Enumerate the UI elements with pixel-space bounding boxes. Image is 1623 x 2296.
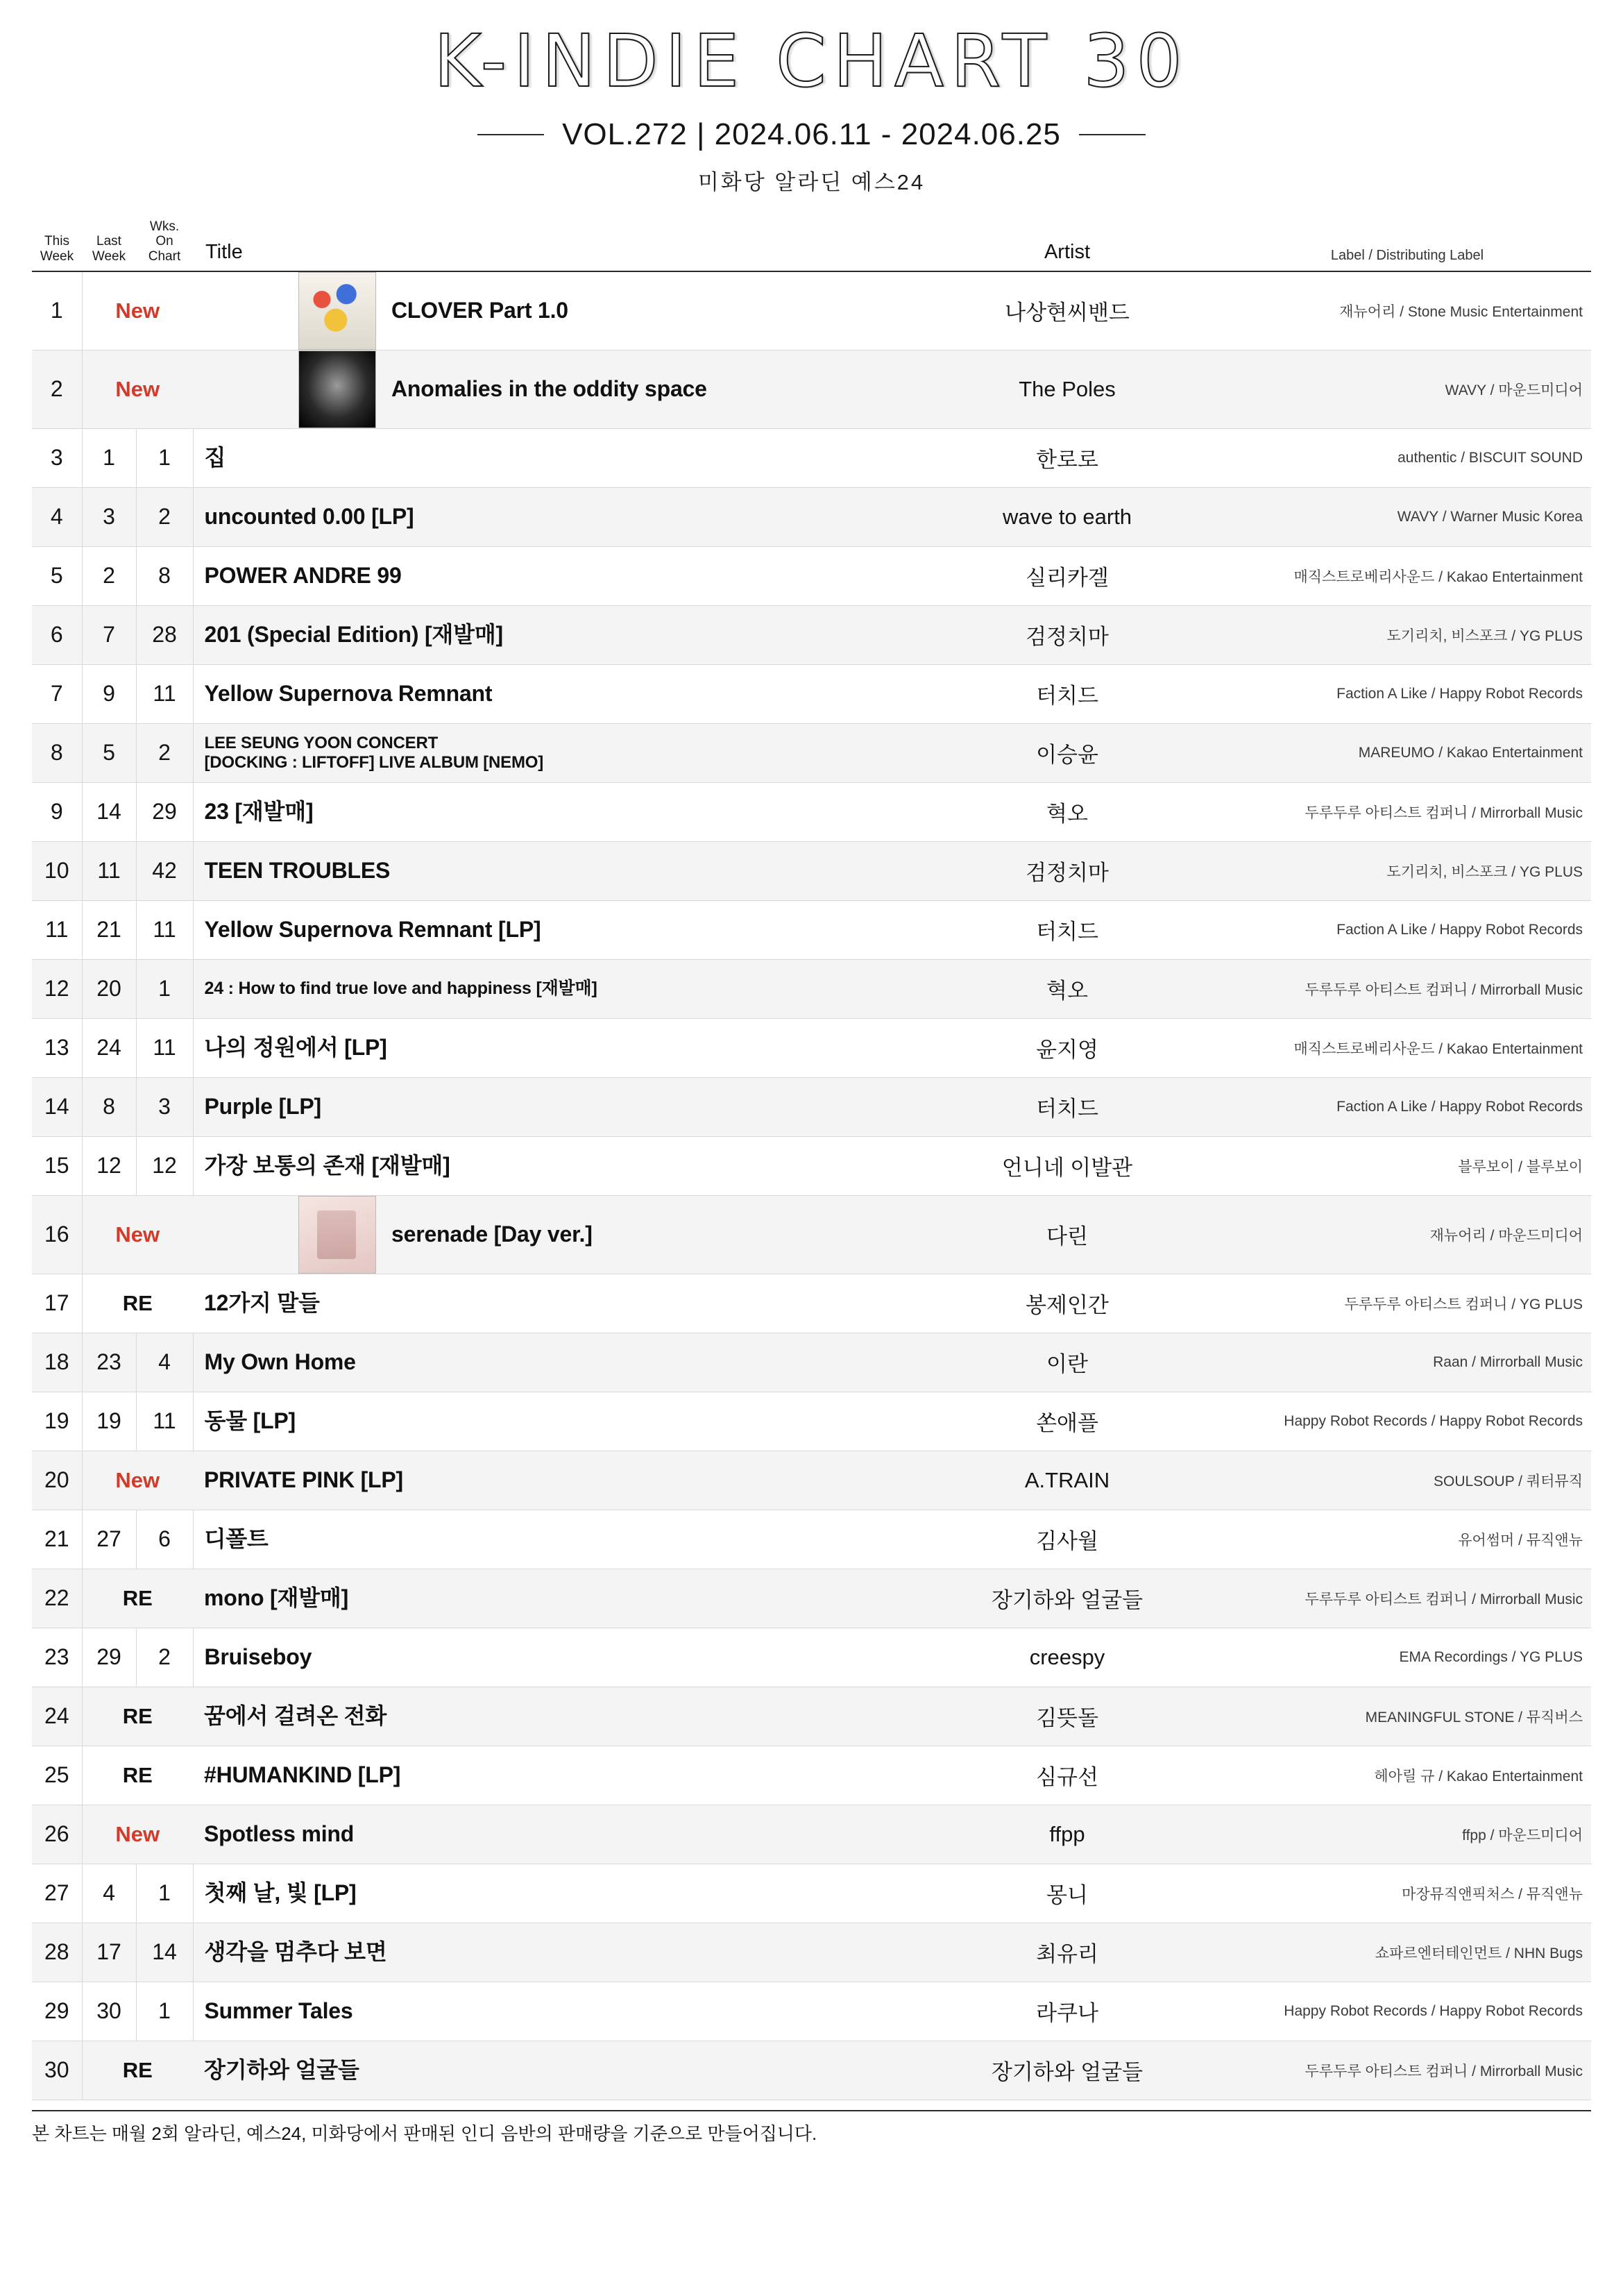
col-this-week: This Week <box>32 219 82 271</box>
weeks-on-chart-cell: 42 <box>136 841 193 900</box>
label-cell: EMA Recordings / YG PLUS <box>1399 1648 1583 1665</box>
artist-cell: wave to earth <box>1002 504 1132 529</box>
weeks-on-chart-cell: 3 <box>136 1077 193 1136</box>
title-cell <box>193 900 904 959</box>
rank-cell: 12 <box>32 959 82 1018</box>
table-row <box>32 841 1591 900</box>
title-cell <box>193 487 904 546</box>
album-title: Spotless mind <box>204 1821 355 1847</box>
weeks-on-chart-cell: 2 <box>136 1628 193 1687</box>
table-row <box>32 271 1591 351</box>
artist-cell: 혁오 <box>1046 802 1088 827</box>
footnote: 본 차트는 매월 2회 알라딘, 예스24, 미화당에서 판매된 인디 음반의 판매량을 기준으로 만들어집니다. <box>32 2110 1591 2166</box>
weeks-on-chart-cell: 1 <box>136 959 193 1018</box>
artist-cell: 혁오 <box>1046 979 1088 1004</box>
title-cell <box>193 546 904 605</box>
rank-cell: 2 <box>32 350 82 428</box>
table-row <box>32 1195 1591 1274</box>
artist-cell: 이승윤 <box>1036 743 1098 768</box>
rank-cell: 19 <box>32 1392 82 1451</box>
rank-cell: 29 <box>32 1982 82 2041</box>
title-cell <box>193 664 904 723</box>
table-row <box>32 428 1591 487</box>
artist-cell: 몽니 <box>1046 1883 1088 1908</box>
rank-cell: 18 <box>32 1333 82 1392</box>
rank-cell: 8 <box>32 723 82 782</box>
label-cell: WAVY / Warner Music Korea <box>1397 508 1583 525</box>
label-cell: 도기리치, 비스포크 / YG PLUS <box>1386 627 1583 644</box>
last-week-cell: 8 <box>82 1077 136 1136</box>
volume-label: VOL.272 | 2024.06.11 - 2024.06.25 <box>562 117 1061 152</box>
title-cell <box>193 959 904 1018</box>
title-cell <box>193 1510 904 1569</box>
title-cell <box>193 1569 904 1628</box>
artist-cell: 라쿠나 <box>1036 2001 1098 2026</box>
table-header <box>32 219 1591 271</box>
rank-cell: 3 <box>32 428 82 487</box>
weeks-on-chart-cell: 2 <box>136 487 193 546</box>
rank-cell: 17 <box>32 1274 82 1333</box>
table-row <box>32 1687 1591 1746</box>
table-row <box>32 1628 1591 1687</box>
label-cell: 블루보이 / 블루보이 <box>1458 1158 1583 1175</box>
weeks-on-chart-cell: 29 <box>136 782 193 841</box>
last-week-cell: 5 <box>82 723 136 782</box>
title-cell <box>193 2041 904 2100</box>
last-week-cell: 9 <box>82 664 136 723</box>
table-row <box>32 723 1591 782</box>
last-week-cell: New <box>115 298 160 323</box>
last-week-cell: New <box>115 376 160 401</box>
col-title: Title <box>193 219 904 271</box>
last-week-cell: RE <box>122 1703 153 1728</box>
last-week-cell: 3 <box>82 487 136 546</box>
col-weeks-on-chart: Wks. On Chart <box>136 219 193 271</box>
album-title: 나의 정원에서 [LP] <box>204 1035 387 1061</box>
table-row <box>32 350 1591 428</box>
album-title: LEE SEUNG YOON CONCERT [DOCKING : LIFTOFF] LIVE ALBUM [NEMO] <box>204 733 544 772</box>
last-week-cell: 7 <box>82 605 136 664</box>
last-week-cell: New <box>115 1467 160 1492</box>
rank-cell: 23 <box>32 1628 82 1687</box>
artist-cell: 최유리 <box>1036 1942 1098 1967</box>
label-cell: 매직스트로베리사운드 / Kakao Entertainment <box>1293 1040 1583 1057</box>
label-cell: 도기리치, 비스포크 / YG PLUS <box>1386 863 1583 880</box>
rank-cell: 21 <box>32 1510 82 1569</box>
last-week-cell: 20 <box>82 959 136 1018</box>
col-artist: Artist <box>904 219 1230 271</box>
artist-cell: 이란 <box>1046 1352 1088 1377</box>
album-cover-image <box>298 272 376 350</box>
table-body <box>32 271 1591 2100</box>
artist-cell: 장기하와 얼굴들 <box>991 2060 1144 2085</box>
weeks-on-chart-cell: 4 <box>136 1333 193 1392</box>
artist-cell: 윤지영 <box>1036 1038 1098 1063</box>
table-row <box>32 605 1591 664</box>
title-cell <box>193 1274 904 1333</box>
table-row <box>32 1864 1591 1923</box>
table-row <box>32 1805 1591 1864</box>
album-title: 집 <box>204 445 226 471</box>
label-cell: 두루두루 아티스트 컴퍼니 / Mirrorball Music <box>1305 981 1583 998</box>
table-row <box>32 1392 1591 1451</box>
rank-cell: 26 <box>32 1805 82 1864</box>
album-title: Bruiseboy <box>204 1644 312 1670</box>
album-title: mono [재발매] <box>204 1585 349 1611</box>
weeks-on-chart-cell: 1 <box>136 1864 193 1923</box>
artist-cell: 터치드 <box>1036 684 1098 709</box>
chart-table <box>32 219 1591 2100</box>
title-cell <box>193 271 904 351</box>
album-title: 생각을 멈추다 보면 <box>204 1939 387 1965</box>
label-cell: Happy Robot Records / Happy Robot Records <box>1284 1412 1583 1429</box>
label-cell: 마장뮤직앤픽처스 / 뮤직앤뉴 <box>1402 1886 1583 1902</box>
title-cell <box>193 1982 904 2041</box>
rank-cell: 5 <box>32 546 82 605</box>
table-row <box>32 782 1591 841</box>
page-title: K-INDIE CHART 30 <box>434 19 1189 103</box>
label-cell: 매직스트로베리사운드 / Kakao Entertainment <box>1293 568 1583 585</box>
artist-cell: ffpp <box>1049 1821 1085 1846</box>
table-row <box>32 1982 1591 2041</box>
rank-cell: 6 <box>32 605 82 664</box>
rank-cell: 10 <box>32 841 82 900</box>
label-cell: Faction A Like / Happy Robot Records <box>1336 921 1583 938</box>
rank-cell: 22 <box>32 1569 82 1628</box>
weeks-on-chart-cell: 2 <box>136 723 193 782</box>
rule-right <box>1079 134 1146 135</box>
table-row <box>32 1018 1591 1077</box>
artist-cell: 심규선 <box>1036 1765 1098 1790</box>
label-cell: Happy Robot Records / Happy Robot Records <box>1284 2002 1583 2019</box>
label-cell: 두루두루 아티스트 컴퍼니 / Mirrorball Music <box>1305 2063 1583 2079</box>
weeks-on-chart-cell: 8 <box>136 546 193 605</box>
album-title: uncounted 0.00 [LP] <box>204 504 414 530</box>
album-title: Yellow Supernova Remnant <box>204 681 493 707</box>
rank-cell: 28 <box>32 1923 82 1982</box>
last-week-cell: 11 <box>82 841 136 900</box>
rank-cell: 27 <box>32 1864 82 1923</box>
last-week-cell: 21 <box>82 900 136 959</box>
album-title: 장기하와 얼굴들 <box>204 2057 359 2083</box>
weeks-on-chart-cell: 14 <box>136 1923 193 1982</box>
table-row <box>32 1510 1591 1569</box>
volume-row <box>32 117 1591 152</box>
album-title: 201 (Special Edition) [재발매] <box>204 622 504 648</box>
album-title: 23 [재발매] <box>204 799 314 825</box>
label-cell: 헤아릴 규 / Kakao Entertainment <box>1374 1768 1583 1784</box>
label-cell: Faction A Like / Happy Robot Records <box>1336 1098 1583 1115</box>
album-cover-image <box>298 1196 376 1274</box>
last-week-cell: New <box>115 1222 160 1247</box>
last-week-cell: RE <box>122 2057 153 2082</box>
label-cell: 두루두루 아티스트 컴퍼니 / Mirrorball Music <box>1305 804 1583 821</box>
title-cell <box>193 1333 904 1392</box>
rank-cell: 1 <box>32 271 82 351</box>
table-row <box>32 487 1591 546</box>
title-cell <box>193 1077 904 1136</box>
table-row <box>32 1136 1591 1195</box>
title-cell <box>193 1195 904 1274</box>
last-week-cell: 14 <box>82 782 136 841</box>
artist-cell: 터치드 <box>1036 920 1098 945</box>
weeks-on-chart-cell: 11 <box>136 900 193 959</box>
artist-cell: 김뜻돌 <box>1036 1706 1098 1731</box>
table-row <box>32 1923 1591 1982</box>
table-row <box>32 546 1591 605</box>
last-week-cell: 19 <box>82 1392 136 1451</box>
table-row <box>32 1333 1591 1392</box>
label-cell: Raan / Mirrorball Music <box>1433 1353 1583 1370</box>
rank-cell: 16 <box>32 1195 82 1274</box>
album-cover-image <box>298 351 376 428</box>
title-cell <box>193 1018 904 1077</box>
artist-cell: 언니네 이발관 <box>1001 1156 1133 1181</box>
rank-cell: 4 <box>32 487 82 546</box>
album-title: My Own Home <box>204 1349 356 1375</box>
artist-cell: 나상현씨밴드 <box>1005 301 1130 326</box>
col-label: Label / Distributing Label <box>1230 219 1591 271</box>
last-week-cell: 24 <box>82 1018 136 1077</box>
rank-cell: 15 <box>32 1136 82 1195</box>
title-cell <box>193 350 904 428</box>
label-cell: 두루두루 아티스트 컴퍼니 / Mirrorball Music <box>1305 1591 1583 1607</box>
rank-cell: 20 <box>32 1451 82 1510</box>
title-cell <box>193 1746 904 1805</box>
table-row <box>32 1746 1591 1805</box>
rule-left <box>477 134 544 135</box>
masthead <box>32 0 1591 196</box>
last-week-cell: New <box>115 1821 160 1846</box>
title-cell <box>193 1136 904 1195</box>
label-cell: authentic / BISCUIT SOUND <box>1397 449 1583 466</box>
album-title: Summer Tales <box>204 1998 353 2024</box>
last-week-cell: 30 <box>82 1982 136 2041</box>
artist-cell: 김사월 <box>1036 1529 1098 1554</box>
weeks-on-chart-cell: 11 <box>136 1392 193 1451</box>
album-title: 꿈에서 걸려온 전화 <box>204 1703 387 1729</box>
label-cell: MAREUMO / Kakao Entertainment <box>1358 744 1583 761</box>
title-cell <box>193 1687 904 1746</box>
rank-cell: 24 <box>32 1687 82 1746</box>
weeks-on-chart-cell: 1 <box>136 428 193 487</box>
artist-cell: 검정치마 <box>1026 861 1109 886</box>
artist-cell: 터치드 <box>1036 1097 1098 1122</box>
title-cell <box>193 841 904 900</box>
table-row <box>32 1451 1591 1510</box>
table-row <box>32 1274 1591 1333</box>
artist-cell: 실리카겔 <box>1026 566 1109 591</box>
title-cell <box>193 782 904 841</box>
table-row <box>32 1569 1591 1628</box>
title-cell <box>193 1392 904 1451</box>
label-cell: WAVY / 마운드미디어 <box>1445 382 1583 398</box>
album-title: Anomalies in the oddity space <box>391 376 707 402</box>
title-cell <box>193 1628 904 1687</box>
album-title: 가장 보통의 존재 [재발매] <box>204 1153 450 1179</box>
artist-cell: The Poles <box>1019 376 1116 401</box>
rank-cell: 14 <box>32 1077 82 1136</box>
album-title: 12가지 말들 <box>204 1290 320 1316</box>
table-row <box>32 2041 1591 2100</box>
album-title: 동물 [LP] <box>204 1408 296 1434</box>
album-title: serenade [Day ver.] <box>391 1222 593 1247</box>
title-cell <box>193 1864 904 1923</box>
last-week-cell: 4 <box>82 1864 136 1923</box>
album-title: 24 : How to find true love and happiness [재발매] <box>204 979 597 999</box>
rank-cell: 11 <box>32 900 82 959</box>
artist-cell: 검정치마 <box>1026 625 1109 650</box>
title-cell <box>193 428 904 487</box>
label-cell: Faction A Like / Happy Robot Records <box>1336 685 1583 702</box>
artist-cell: 봉제인간 <box>1026 1293 1109 1318</box>
weeks-on-chart-cell: 12 <box>136 1136 193 1195</box>
title-cell <box>193 1805 904 1864</box>
title-cell <box>193 1923 904 1982</box>
last-week-cell: 2 <box>82 546 136 605</box>
rank-cell: 13 <box>32 1018 82 1077</box>
album-title: 첫째 날, 빛 [LP] <box>204 1880 357 1906</box>
table-row <box>32 959 1591 1018</box>
artist-cell: 장기하와 얼굴들 <box>991 1588 1144 1613</box>
album-title: 디폴트 <box>204 1526 269 1552</box>
last-week-cell: RE <box>122 1585 153 1610</box>
last-week-cell: 17 <box>82 1923 136 1982</box>
table-row <box>32 1077 1591 1136</box>
artist-cell: 한로로 <box>1036 448 1098 473</box>
last-week-cell: 27 <box>82 1510 136 1569</box>
rank-cell: 25 <box>32 1746 82 1805</box>
label-cell: ffpp / 마운드미디어 <box>1462 1827 1583 1843</box>
label-cell: 재뉴어리 / Stone Music Entertainment <box>1339 303 1583 320</box>
table-row <box>32 664 1591 723</box>
last-week-cell: 12 <box>82 1136 136 1195</box>
artist-cell: 다린 <box>1046 1224 1088 1249</box>
label-cell: 두루두루 아티스트 컴퍼니 / YG PLUS <box>1344 1296 1583 1312</box>
album-title: Yellow Supernova Remnant [LP] <box>204 917 541 943</box>
album-title: TEEN TROUBLES <box>204 858 391 884</box>
stores-label: 미화당 알라딘 예스24 <box>697 170 926 195</box>
album-title: POWER ANDRE 99 <box>204 563 402 589</box>
weeks-on-chart-cell: 11 <box>136 664 193 723</box>
title-cell <box>193 723 904 782</box>
label-cell: MEANINGFUL STONE / 뮤직버스 <box>1365 1709 1583 1725</box>
weeks-on-chart-cell: 6 <box>136 1510 193 1569</box>
last-week-cell: 29 <box>82 1628 136 1687</box>
table-row <box>32 900 1591 959</box>
album-title: CLOVER Part 1.0 <box>391 298 568 323</box>
weeks-on-chart-cell: 28 <box>136 605 193 664</box>
album-title: #HUMANKIND [LP] <box>204 1762 401 1788</box>
rank-cell: 9 <box>32 782 82 841</box>
label-cell: 유어썸머 / 뮤직앤뉴 <box>1458 1532 1583 1548</box>
label-cell: SOULSOUP / 쿼터뮤직 <box>1434 1473 1583 1489</box>
weeks-on-chart-cell: 1 <box>136 1982 193 2041</box>
artist-cell: 쏜애플 <box>1036 1411 1098 1436</box>
label-cell: 쇼파르엔터테인먼트 / NHN Bugs <box>1375 1945 1583 1961</box>
artist-cell: creespy <box>1029 1644 1105 1669</box>
last-week-cell: RE <box>122 1290 153 1315</box>
title-cell <box>193 605 904 664</box>
artist-cell: A.TRAIN <box>1024 1467 1110 1492</box>
last-week-cell: 23 <box>82 1333 136 1392</box>
title-cell <box>193 1451 904 1510</box>
album-title: PRIVATE PINK [LP] <box>204 1467 403 1493</box>
last-week-cell: 1 <box>82 428 136 487</box>
album-title: Purple [LP] <box>204 1094 321 1120</box>
rank-cell: 7 <box>32 664 82 723</box>
label-cell: 재뉴어리 / 마운드미디어 <box>1429 1227 1583 1244</box>
rank-cell: 30 <box>32 2041 82 2100</box>
col-last-week: Last Week <box>82 219 136 271</box>
weeks-on-chart-cell: 11 <box>136 1018 193 1077</box>
last-week-cell: RE <box>122 1762 153 1787</box>
